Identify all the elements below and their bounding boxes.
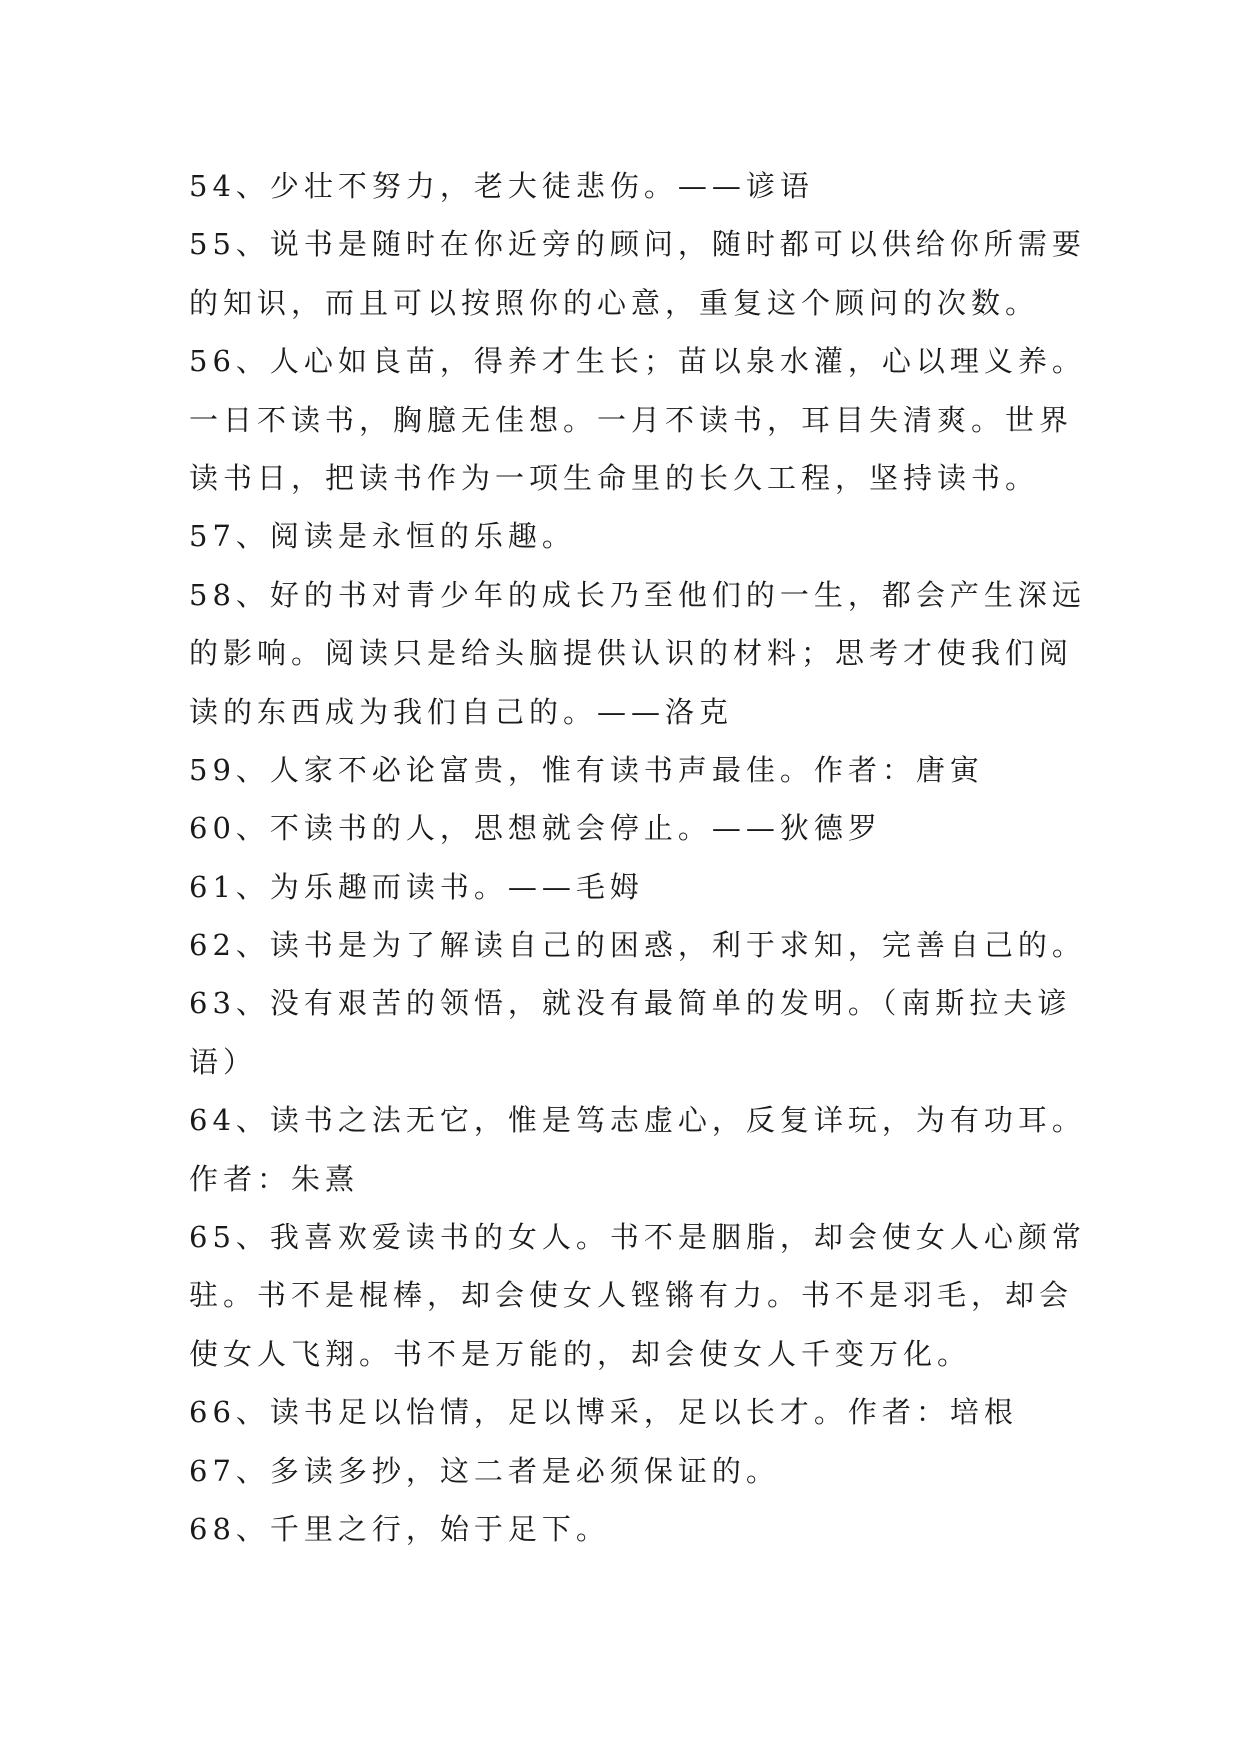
text-line: 59、人家不必论富贵，惟有读书声最佳。作者：唐寅 <box>189 752 984 787</box>
text-line: 62、读书是为了解读自己的困惑，利于求知，完善自己的。 <box>189 928 1086 963</box>
text-line: 使女人飞翔。书不是万能的，却会使女人千变万化。 <box>189 1336 972 1371</box>
document-body <box>189 157 1086 1558</box>
text-line: 读书日，把读书作为一项生命里的长久工程，坚持读书。 <box>189 460 1040 495</box>
text-line: 一日不读书，胸臆无佳想。一月不读书，耳目失清爽。世界 <box>189 402 1074 437</box>
text-line: 读的东西成为我们自己的。——洛克 <box>189 694 734 729</box>
text-line: 驻。书不是棍棒，却会使女人铿锵有力。书不是羽毛，却会 <box>189 1278 1074 1313</box>
text-line: 55、说书是随时在你近旁的顾问，随时都可以供给你所需要 <box>189 227 1086 262</box>
text-line: 66、读书足以怡情，足以博采，足以长才。作者：培根 <box>189 1395 1018 1430</box>
text-line: 60、不读书的人，思想就会停止。——狄德罗 <box>189 811 882 846</box>
text-line: 64、读书之法无它，惟是笃志虚心，反复详玩，为有功耳。 <box>189 1103 1086 1138</box>
text-line: 61、为乐趣而读书。——毛姆 <box>189 869 644 904</box>
text-line: 57、阅读是永恒的乐趣。 <box>189 519 576 554</box>
text-line: 68、千里之行，始于足下。 <box>189 1511 610 1546</box>
text-line: 63、没有艰苦的领悟，就没有最简单的发明。（南斯拉夫谚 <box>189 986 1072 1021</box>
text-line: 54、少壮不努力，老大徒悲伤。——谚语 <box>189 169 814 203</box>
text-line: 语） <box>189 1044 258 1079</box>
text-line: 56、人心如良苗，得养才生长；苗以泉水灌，心以理义养。 <box>189 344 1086 379</box>
text-line: 58、好的书对青少年的成长乃至他们的一生，都会产生深远 <box>189 577 1086 612</box>
text-line: 作者：朱熹 <box>189 1161 360 1196</box>
text-line: 的知识，而且可以按照你的心意，重复这个顾问的次数。 <box>189 285 1040 320</box>
text-line: 67、多读多抄，这二者是必须保证的。 <box>189 1453 780 1488</box>
text-line: 的影响。阅读只是给头脑提供认识的材料；思考才使我们阅 <box>189 636 1074 671</box>
text-line: 65、我喜欢爱读书的女人。书不是胭脂，却会使女人心颜常 <box>189 1220 1086 1255</box>
